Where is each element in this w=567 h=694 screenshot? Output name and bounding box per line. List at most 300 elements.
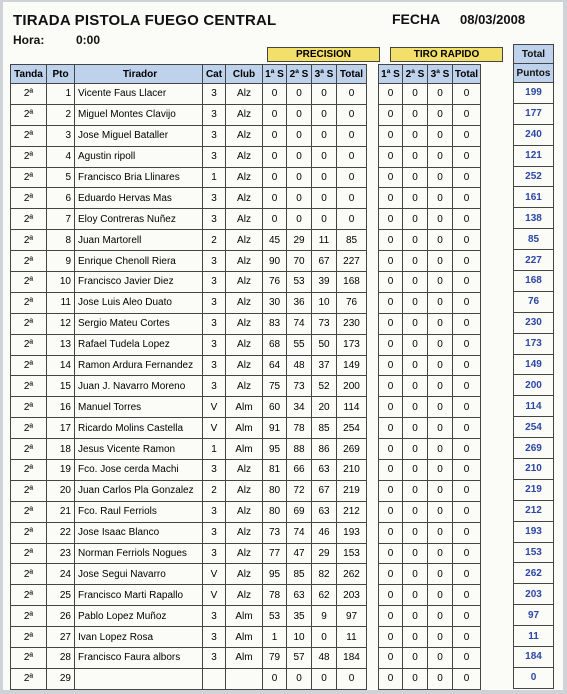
- precision-3s-cell: 50: [312, 334, 337, 355]
- col-tiro-1s: 1ª S: [379, 65, 403, 84]
- tiro-3s-cell: 0: [428, 585, 453, 606]
- tiro-2s-cell: 0: [403, 167, 428, 188]
- club-cell: Alz: [226, 522, 263, 543]
- tiro-3s-cell: 0: [428, 313, 453, 334]
- precision-3s-cell: 0: [312, 125, 337, 146]
- precision-1s-cell: 76: [263, 272, 287, 293]
- pto-cell: 25: [47, 585, 75, 606]
- tiro-1s-cell: 0: [379, 439, 403, 460]
- sheet-title: TIRADA PISTOLA FUEGO CENTRAL: [13, 12, 277, 29]
- table-row: [11, 251, 481, 272]
- total-row: [514, 417, 554, 438]
- precision-3s-cell: 85: [312, 418, 337, 439]
- precision-2s-cell: 0: [287, 668, 312, 689]
- tirador-cell: Fco. Jose cerda Machi: [75, 460, 203, 481]
- tiro-1s-cell: 0: [379, 230, 403, 251]
- precision-1s-cell: 75: [263, 376, 287, 397]
- total-points-table: [513, 44, 554, 689]
- precision-3s-cell: 62: [312, 585, 337, 606]
- pto-cell: 26: [47, 606, 75, 627]
- precision-1s-cell: 0: [263, 188, 287, 209]
- tiro-3s-cell: 0: [428, 668, 453, 689]
- column-gap: [367, 501, 379, 522]
- tiro-total-cell: 0: [453, 585, 481, 606]
- score-sheet: [3, 2, 563, 690]
- column-gap: [367, 522, 379, 543]
- tirador-cell: Jose Miguel Bataller: [75, 125, 203, 146]
- precision-3s-cell: 10: [312, 292, 337, 313]
- tiro-total-cell: 0: [453, 313, 481, 334]
- precision-2s-cell: 0: [287, 125, 312, 146]
- precision-1s-cell: 78: [263, 585, 287, 606]
- total-puntos-cell: 219: [514, 479, 554, 500]
- table-row: [11, 84, 481, 105]
- tanda-cell: 2ª: [11, 627, 47, 648]
- precision-1s-cell: 45: [263, 230, 287, 251]
- tanda-cell: 2ª: [11, 668, 47, 689]
- column-gap: [367, 585, 379, 606]
- tiro-3s-cell: 0: [428, 84, 453, 105]
- precision-total-cell: 173: [337, 334, 367, 355]
- precision-1s-cell: 0: [263, 167, 287, 188]
- total-puntos-cell: 138: [514, 208, 554, 229]
- tiro-3s-cell: 0: [428, 376, 453, 397]
- pto-cell: 12: [47, 313, 75, 334]
- pto-cell: 13: [47, 334, 75, 355]
- tiro-rapido-group-header: TIRO RAPIDO: [390, 47, 503, 62]
- precision-1s-cell: 83: [263, 313, 287, 334]
- tiro-3s-cell: 0: [428, 501, 453, 522]
- precision-3s-cell: 37: [312, 355, 337, 376]
- precision-3s-cell: 11: [312, 230, 337, 251]
- precision-total-cell: 153: [337, 543, 367, 564]
- precision-1s-cell: 53: [263, 606, 287, 627]
- table-row: [11, 648, 481, 669]
- tiro-total-cell: 0: [453, 84, 481, 105]
- fecha-label: FECHA: [392, 11, 441, 27]
- table-row: [11, 272, 481, 293]
- precision-1s-cell: 68: [263, 334, 287, 355]
- precision-3s-cell: 9: [312, 606, 337, 627]
- cat-cell: 3: [203, 334, 226, 355]
- tiro-3s-cell: 0: [428, 334, 453, 355]
- pto-cell: 20: [47, 480, 75, 501]
- tiro-1s-cell: 0: [379, 460, 403, 481]
- precision-total-cell: 203: [337, 585, 367, 606]
- precision-1s-cell: 80: [263, 480, 287, 501]
- precision-total-cell: 0: [337, 146, 367, 167]
- tirador-cell: Francisco Faura albors: [75, 648, 203, 669]
- club-cell: Alm: [226, 397, 263, 418]
- table-row: [11, 292, 481, 313]
- total-puntos-cell: 11: [514, 626, 554, 647]
- tiro-3s-cell: 0: [428, 146, 453, 167]
- tirador-cell: Sergio Mateu Cortes: [75, 313, 203, 334]
- total-puntos-cell: 200: [514, 375, 554, 396]
- tiro-3s-cell: 0: [428, 564, 453, 585]
- tanda-cell: 2ª: [11, 480, 47, 501]
- precision-1s-cell: 60: [263, 397, 287, 418]
- tirador-cell: Manuel Torres: [75, 397, 203, 418]
- tiro-2s-cell: 0: [403, 543, 428, 564]
- col-cat: Cat: [203, 65, 226, 84]
- tanda-cell: 2ª: [11, 125, 47, 146]
- precision-2s-cell: 10: [287, 627, 312, 648]
- column-gap: [367, 460, 379, 481]
- tiro-total-cell: 0: [453, 543, 481, 564]
- tirador-cell: Francisco Marti Rapallo: [75, 585, 203, 606]
- table-row: [11, 209, 481, 230]
- precision-1s-cell: 79: [263, 648, 287, 669]
- tiro-total-cell: 0: [453, 146, 481, 167]
- tirador-cell: Juan Martorell: [75, 230, 203, 251]
- total-row: [514, 229, 554, 250]
- tiro-total-cell: 0: [453, 376, 481, 397]
- table-row: [11, 188, 481, 209]
- precision-2s-cell: 47: [287, 543, 312, 564]
- precision-3s-cell: 0: [312, 188, 337, 209]
- tiro-total-cell: 0: [453, 188, 481, 209]
- tiro-2s-cell: 0: [403, 585, 428, 606]
- column-gap: [367, 334, 379, 355]
- pto-cell: 27: [47, 627, 75, 648]
- precision-group-header: PRECISION: [267, 47, 380, 62]
- tiro-3s-cell: 0: [428, 543, 453, 564]
- total-row: [514, 521, 554, 542]
- total-row: [514, 438, 554, 459]
- tiro-1s-cell: 0: [379, 146, 403, 167]
- column-gap: [367, 606, 379, 627]
- table-row: [11, 334, 481, 355]
- tiro-3s-cell: 0: [428, 397, 453, 418]
- precision-total-cell: 11: [337, 627, 367, 648]
- precision-2s-cell: 34: [287, 397, 312, 418]
- precision-total-cell: 97: [337, 606, 367, 627]
- precision-2s-cell: 66: [287, 460, 312, 481]
- tirador-cell: Ramon Ardura Fernandez: [75, 355, 203, 376]
- tanda-cell: 2ª: [11, 522, 47, 543]
- cat-cell: 3: [203, 84, 226, 105]
- cat-cell: 2: [203, 230, 226, 251]
- cat-cell: 3: [203, 648, 226, 669]
- col-tirador: Tirador: [75, 65, 203, 84]
- column-gap: [367, 209, 379, 230]
- precision-total-cell: 0: [337, 167, 367, 188]
- pto-cell: 4: [47, 146, 75, 167]
- column-gap: [367, 418, 379, 439]
- precision-2s-cell: 0: [287, 167, 312, 188]
- total-puntos-header-2: [514, 64, 554, 83]
- tirador-cell: Agustin ripoll: [75, 146, 203, 167]
- tiro-total-cell: 0: [453, 230, 481, 251]
- pto-cell: 2: [47, 104, 75, 125]
- pto-cell: 14: [47, 355, 75, 376]
- column-gap: [367, 355, 379, 376]
- tanda-cell: 2ª: [11, 376, 47, 397]
- total-puntos-cell: 210: [514, 459, 554, 480]
- tiro-1s-cell: 0: [379, 668, 403, 689]
- tiro-2s-cell: 0: [403, 334, 428, 355]
- precision-2s-cell: 36: [287, 292, 312, 313]
- tanda-cell: 2ª: [11, 230, 47, 251]
- cat-cell: 1: [203, 167, 226, 188]
- tiro-1s-cell: 0: [379, 251, 403, 272]
- club-cell: Alz: [226, 292, 263, 313]
- tanda-cell: 2ª: [11, 460, 47, 481]
- pto-cell: 8: [47, 230, 75, 251]
- column-gap: [367, 125, 379, 146]
- precision-total-cell: 85: [337, 230, 367, 251]
- table-row: [11, 522, 481, 543]
- club-cell: Alz: [226, 230, 263, 251]
- tiro-total-cell: 0: [453, 397, 481, 418]
- pto-cell: 5: [47, 167, 75, 188]
- precision-total-cell: 219: [337, 480, 367, 501]
- cat-cell: V: [203, 585, 226, 606]
- column-gap: [367, 627, 379, 648]
- tiro-3s-cell: 0: [428, 104, 453, 125]
- pto-cell: 9: [47, 251, 75, 272]
- table-row: [11, 627, 481, 648]
- tiro-2s-cell: 0: [403, 501, 428, 522]
- total-puntos-cell: 269: [514, 438, 554, 459]
- tanda-cell: 2ª: [11, 501, 47, 522]
- cat-cell: 3: [203, 376, 226, 397]
- total-row: [514, 459, 554, 480]
- precision-3s-cell: 0: [312, 167, 337, 188]
- tiro-2s-cell: 0: [403, 376, 428, 397]
- precision-total-cell: 230: [337, 313, 367, 334]
- table-row: [11, 668, 481, 689]
- precision-total-cell: 0: [337, 125, 367, 146]
- tiro-2s-cell: 0: [403, 313, 428, 334]
- tanda-cell: 2ª: [11, 334, 47, 355]
- tiro-3s-cell: 0: [428, 188, 453, 209]
- precision-2s-cell: 69: [287, 501, 312, 522]
- column-gap: [367, 167, 379, 188]
- tiro-1s-cell: 0: [379, 648, 403, 669]
- total-puntos-label-line2: Puntos: [516, 67, 551, 79]
- precision-2s-cell: 0: [287, 188, 312, 209]
- column-gap: [367, 292, 379, 313]
- tiro-total-cell: 0: [453, 648, 481, 669]
- precision-2s-cell: 0: [287, 104, 312, 125]
- precision-3s-cell: 0: [312, 209, 337, 230]
- club-cell: [226, 668, 263, 689]
- total-row: [514, 479, 554, 500]
- precision-3s-cell: 86: [312, 439, 337, 460]
- precision-1s-cell: 0: [263, 209, 287, 230]
- total-puntos-cell: 177: [514, 103, 554, 124]
- pto-cell: 10: [47, 272, 75, 293]
- tiro-1s-cell: 0: [379, 188, 403, 209]
- precision-total-cell: 210: [337, 460, 367, 481]
- tirador-cell: Enrique Chenoll Riera: [75, 251, 203, 272]
- precision-1s-cell: 90: [263, 251, 287, 272]
- column-gap: [367, 230, 379, 251]
- table-row: [11, 606, 481, 627]
- table-row: [11, 460, 481, 481]
- tiro-1s-cell: 0: [379, 334, 403, 355]
- tiro-total-cell: 0: [453, 668, 481, 689]
- table-row: [11, 313, 481, 334]
- tiro-total-cell: 0: [453, 627, 481, 648]
- precision-2s-cell: 29: [287, 230, 312, 251]
- tanda-cell: 2ª: [11, 355, 47, 376]
- tanda-cell: 2ª: [11, 146, 47, 167]
- total-row: [514, 83, 554, 104]
- precision-3s-cell: 0: [312, 146, 337, 167]
- tiro-2s-cell: 0: [403, 397, 428, 418]
- total-row: [514, 667, 554, 688]
- total-header-row: [514, 64, 554, 83]
- total-puntos-cell: 184: [514, 647, 554, 668]
- tiro-3s-cell: 0: [428, 418, 453, 439]
- fecha-value: 08/03/2008: [460, 12, 526, 27]
- tiro-3s-cell: 0: [428, 355, 453, 376]
- table-row: [11, 418, 481, 439]
- total-row: [514, 375, 554, 396]
- total-row: [514, 271, 554, 292]
- cat-cell: 3: [203, 313, 226, 334]
- precision-3s-cell: 48: [312, 648, 337, 669]
- tanda-cell: 2ª: [11, 585, 47, 606]
- tiro-2s-cell: 0: [403, 606, 428, 627]
- column-gap: [367, 564, 379, 585]
- club-cell: Alz: [226, 125, 263, 146]
- tiro-1s-cell: 0: [379, 376, 403, 397]
- precision-3s-cell: 82: [312, 564, 337, 585]
- precision-3s-cell: 67: [312, 251, 337, 272]
- tiro-1s-cell: 0: [379, 418, 403, 439]
- pto-cell: 16: [47, 397, 75, 418]
- tiro-3s-cell: 0: [428, 125, 453, 146]
- precision-2s-cell: 48: [287, 355, 312, 376]
- total-row: [514, 584, 554, 605]
- tiro-2s-cell: 0: [403, 418, 428, 439]
- total-row: [514, 647, 554, 668]
- column-gap: [367, 543, 379, 564]
- tiro-3s-cell: 0: [428, 167, 453, 188]
- tiro-total-cell: 0: [453, 480, 481, 501]
- total-puntos-cell: 227: [514, 250, 554, 271]
- tiro-1s-cell: 0: [379, 209, 403, 230]
- tanda-cell: 2ª: [11, 104, 47, 125]
- column-gap: [367, 648, 379, 669]
- tirador-cell: Pablo Lopez Muñoz: [75, 606, 203, 627]
- column-gap: [367, 251, 379, 272]
- tirador-cell: Juan J. Navarro Moreno: [75, 376, 203, 397]
- tirador-cell: Eduardo Hervas Mas: [75, 188, 203, 209]
- club-cell: Alz: [226, 376, 263, 397]
- col-precision-1s: 1ª S: [263, 65, 287, 84]
- tirador-cell: Rafael Tudela Lopez: [75, 334, 203, 355]
- col-precision-3s: 3ª S: [312, 65, 337, 84]
- total-puntos-cell: 254: [514, 417, 554, 438]
- tanda-cell: 2ª: [11, 292, 47, 313]
- table-row: [11, 167, 481, 188]
- column-gap: [367, 376, 379, 397]
- col-tiro-2s: 2ª S: [403, 65, 428, 84]
- pto-cell: 3: [47, 125, 75, 146]
- total-row: [514, 145, 554, 166]
- precision-total-cell: 0: [337, 104, 367, 125]
- precision-3s-cell: 73: [312, 313, 337, 334]
- tiro-2s-cell: 0: [403, 272, 428, 293]
- total-row: [514, 354, 554, 375]
- precision-1s-cell: 80: [263, 501, 287, 522]
- cat-cell: 3: [203, 355, 226, 376]
- cat-cell: 3: [203, 209, 226, 230]
- tiro-total-cell: 0: [453, 167, 481, 188]
- total-puntos-cell: 97: [514, 605, 554, 626]
- cat-cell: 2: [203, 480, 226, 501]
- precision-1s-cell: 91: [263, 418, 287, 439]
- precision-total-cell: 184: [337, 648, 367, 669]
- col-tiro-total: Total: [453, 65, 481, 84]
- tiro-total-cell: 0: [453, 418, 481, 439]
- precision-total-cell: 262: [337, 564, 367, 585]
- tirador-cell: Ricardo Molins Castella: [75, 418, 203, 439]
- tanda-cell: 2ª: [11, 84, 47, 105]
- precision-total-cell: 0: [337, 209, 367, 230]
- cat-cell: 1: [203, 439, 226, 460]
- precision-total-cell: 0: [337, 188, 367, 209]
- table-row: [11, 564, 481, 585]
- precision-3s-cell: 29: [312, 543, 337, 564]
- tiro-1s-cell: 0: [379, 397, 403, 418]
- total-row: [514, 396, 554, 417]
- total-puntos-cell: 149: [514, 354, 554, 375]
- club-cell: Alz: [226, 104, 263, 125]
- tiro-2s-cell: 0: [403, 627, 428, 648]
- tanda-cell: 2ª: [11, 418, 47, 439]
- col-precision-2s: 2ª S: [287, 65, 312, 84]
- tiro-2s-cell: 0: [403, 460, 428, 481]
- tiro-1s-cell: 0: [379, 355, 403, 376]
- total-puntos-cell: 153: [514, 542, 554, 563]
- column-gap: [367, 397, 379, 418]
- tanda-cell: 2ª: [11, 564, 47, 585]
- pto-cell: 11: [47, 292, 75, 313]
- tiro-1s-cell: 0: [379, 84, 403, 105]
- precision-2s-cell: 0: [287, 84, 312, 105]
- precision-1s-cell: 64: [263, 355, 287, 376]
- total-row: [514, 166, 554, 187]
- precision-total-cell: 114: [337, 397, 367, 418]
- tiro-2s-cell: 0: [403, 188, 428, 209]
- tiro-3s-cell: 0: [428, 627, 453, 648]
- precision-total-cell: 0: [337, 668, 367, 689]
- precision-total-cell: 254: [337, 418, 367, 439]
- tiro-total-cell: 0: [453, 334, 481, 355]
- total-puntos-cell: 252: [514, 166, 554, 187]
- precision-1s-cell: 95: [263, 439, 287, 460]
- club-cell: Alz: [226, 313, 263, 334]
- total-puntos-cell: 173: [514, 333, 554, 354]
- club-cell: Alz: [226, 460, 263, 481]
- table-row: [11, 125, 481, 146]
- club-cell: Alz: [226, 585, 263, 606]
- precision-total-cell: 269: [337, 439, 367, 460]
- tiro-3s-cell: 0: [428, 480, 453, 501]
- total-row: [514, 208, 554, 229]
- cat-cell: 3: [203, 543, 226, 564]
- precision-2s-cell: 85: [287, 564, 312, 585]
- tanda-cell: 2ª: [11, 209, 47, 230]
- col-precision-total: Total: [337, 65, 367, 84]
- club-cell: Alz: [226, 209, 263, 230]
